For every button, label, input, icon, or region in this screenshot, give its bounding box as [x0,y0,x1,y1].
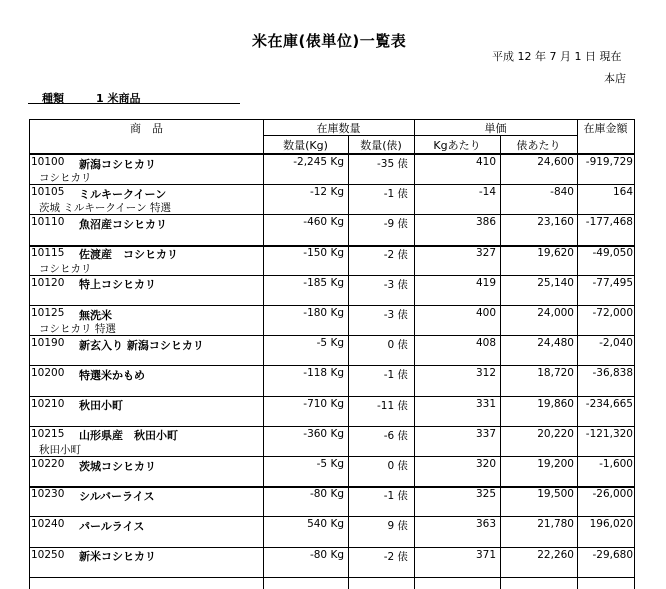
report-title: 米在庫(俵単位)一覧表 [252,32,407,50]
value-bag: 9 俵 [387,520,408,533]
product-code: 10120 [31,276,65,289]
category-underline [28,103,240,104]
value-bag: -2 俵 [383,550,408,563]
value-bag: 0 俵 [387,339,408,352]
column-divider [348,135,349,589]
product-name: 茨城コシヒカリ [79,459,156,473]
value-kg: -5 Kg [316,458,344,470]
product-name: シルバーライス [79,489,155,503]
value-amount: -234,665 [585,397,633,410]
value-amount: -177,468 [585,216,633,229]
product-code: 10220 [31,458,65,470]
value-per-kg: 400 [475,307,496,319]
value-amount: -49,050 [592,246,633,259]
value-kg: -710 Kg [303,397,344,410]
column-divider [263,119,264,589]
column-divider [414,119,415,589]
value-per-bag: 24,000 [537,307,574,319]
value-amount: -29,680 [592,548,633,561]
header-per-kg: Kgあたり [433,139,481,152]
value-per-bag: 19,620 [537,246,574,259]
product-code: 10200 [31,367,65,380]
value-per-kg: 331 [475,397,496,410]
value-kg: 540 Kg [307,518,344,531]
value-per-bag: 18,720 [537,367,574,380]
value-per-kg: 408 [475,337,496,350]
inventory-table [29,119,635,589]
value-amount: 164 [612,186,633,199]
row-divider [30,305,635,306]
product-code: 10105 [31,186,65,199]
value-per-kg: 363 [475,518,496,531]
product-subname: 秋田小町 [39,443,81,456]
product-code: 10100 [31,156,65,168]
category-value: 1 米商品 [96,92,141,105]
value-per-kg: 410 [475,156,496,168]
product-code: 10190 [31,337,65,350]
product-code: 10125 [31,307,65,319]
value-per-bag: -840 [550,186,574,199]
product-name: ミルキークイーン [79,187,167,201]
product-name: 山形県産 秋田小町 [79,429,178,443]
product-name: 新潟コシヒカリ [79,157,156,171]
product-subname: コシヒカリ 特選 [39,323,116,335]
product-code: 10250 [31,548,65,561]
value-amount: 196,020 [589,518,633,531]
product-code: 10115 [31,246,65,259]
header-qty-kg: 数量(Kg) [283,139,328,152]
value-bag: -11 俵 [377,399,408,412]
product-name: 特上コシヒカリ [79,278,156,292]
value-amount: -72,000 [592,307,633,319]
header-stock-qty: 在庫数量 [316,122,361,135]
report-date: 平成 12 年 7 月 1 日 現在 [492,50,622,63]
value-per-bag: 22,260 [537,548,574,561]
value-per-bag: 19,200 [537,458,574,470]
product-code: 10215 [31,427,65,440]
product-name: 魚沼産コシヒカリ [79,217,167,231]
value-per-kg: 386 [475,216,496,229]
value-kg: -80 Kg [309,548,344,561]
value-kg: -460 Kg [303,216,344,229]
value-kg: -2,245 Kg [293,156,344,168]
value-per-kg: 337 [475,427,496,440]
value-amount: -77,495 [592,276,633,289]
value-kg: -80 Kg [309,488,344,501]
value-per-kg: -14 [478,186,496,199]
product-subname: 茨城 ミルキークイーン 特選 [39,202,171,215]
value-kg: -180 Kg [303,307,344,319]
value-bag: 0 俵 [387,460,408,472]
value-bag: -2 俵 [383,248,408,261]
product-code: 10230 [31,488,65,501]
value-per-kg: 325 [475,488,496,501]
product-name: 佐渡産 コシヒカリ [79,248,178,262]
value-amount: -36,838 [592,367,633,380]
value-bag: -9 俵 [383,218,408,231]
value-amount: -919,729 [585,156,633,168]
product-name: 無洗米 [79,308,112,322]
value-per-bag: 25,140 [537,276,574,289]
row-divider [30,577,635,578]
column-divider [577,119,578,589]
value-kg: -185 Kg [303,276,344,289]
header-qty-bag: 数量(俵) [360,139,402,152]
product-code: 10210 [31,397,65,410]
value-per-bag: 24,600 [537,156,574,168]
value-per-bag: 24,480 [537,337,574,350]
value-bag: -1 俵 [383,188,408,201]
value-per-bag: 19,500 [537,488,574,501]
header-per-bag: 俵あたり [516,139,561,152]
product-name: 特選米かもめ [79,368,145,382]
value-kg: -5 Kg [316,337,344,350]
value-amount: -121,320 [585,427,633,440]
category-label: 種類 [42,92,64,105]
header-unit-price: 単価 [484,122,507,135]
product-name: 新米コシヒカリ [79,550,156,564]
value-bag: -35 俵 [377,158,408,170]
value-per-bag: 20,220 [537,427,574,440]
value-bag: -3 俵 [383,278,408,291]
value-bag: -6 俵 [383,429,408,442]
column-divider [500,135,501,589]
product-code: 10110 [31,216,65,229]
column-divider [634,119,635,589]
value-kg: -150 Kg [303,246,344,259]
store-name: 本店 [604,72,626,85]
value-per-kg: 419 [475,276,496,289]
value-amount: -2,040 [599,337,633,350]
value-per-bag: 23,160 [537,216,574,229]
value-kg: -12 Kg [309,186,344,199]
value-per-kg: 320 [475,458,496,470]
value-per-bag: 19,860 [537,397,574,410]
product-name: パールライス [79,519,145,533]
value-amount: -26,000 [592,488,633,501]
product-subname: コシヒカリ [39,262,92,275]
value-amount: -1,600 [599,458,633,470]
value-per-kg: 327 [475,246,496,259]
value-bag: -3 俵 [383,309,408,321]
value-bag: -1 俵 [383,490,408,503]
value-kg: -360 Kg [303,427,344,440]
value-per-bag: 21,780 [537,518,574,531]
product-name: 秋田小町 [79,399,123,413]
header-stock-amount: 在庫金額 [583,122,628,135]
value-kg: -118 Kg [303,367,344,380]
header-product: 商 品 [130,122,163,135]
product-code: 10240 [31,518,65,531]
product-name: 新玄入り 新潟コシヒカリ [79,338,204,352]
value-bag: -1 俵 [383,369,408,382]
value-per-kg: 371 [475,548,496,561]
product-subname: コシヒカリ [39,172,92,184]
value-per-kg: 312 [475,367,496,380]
